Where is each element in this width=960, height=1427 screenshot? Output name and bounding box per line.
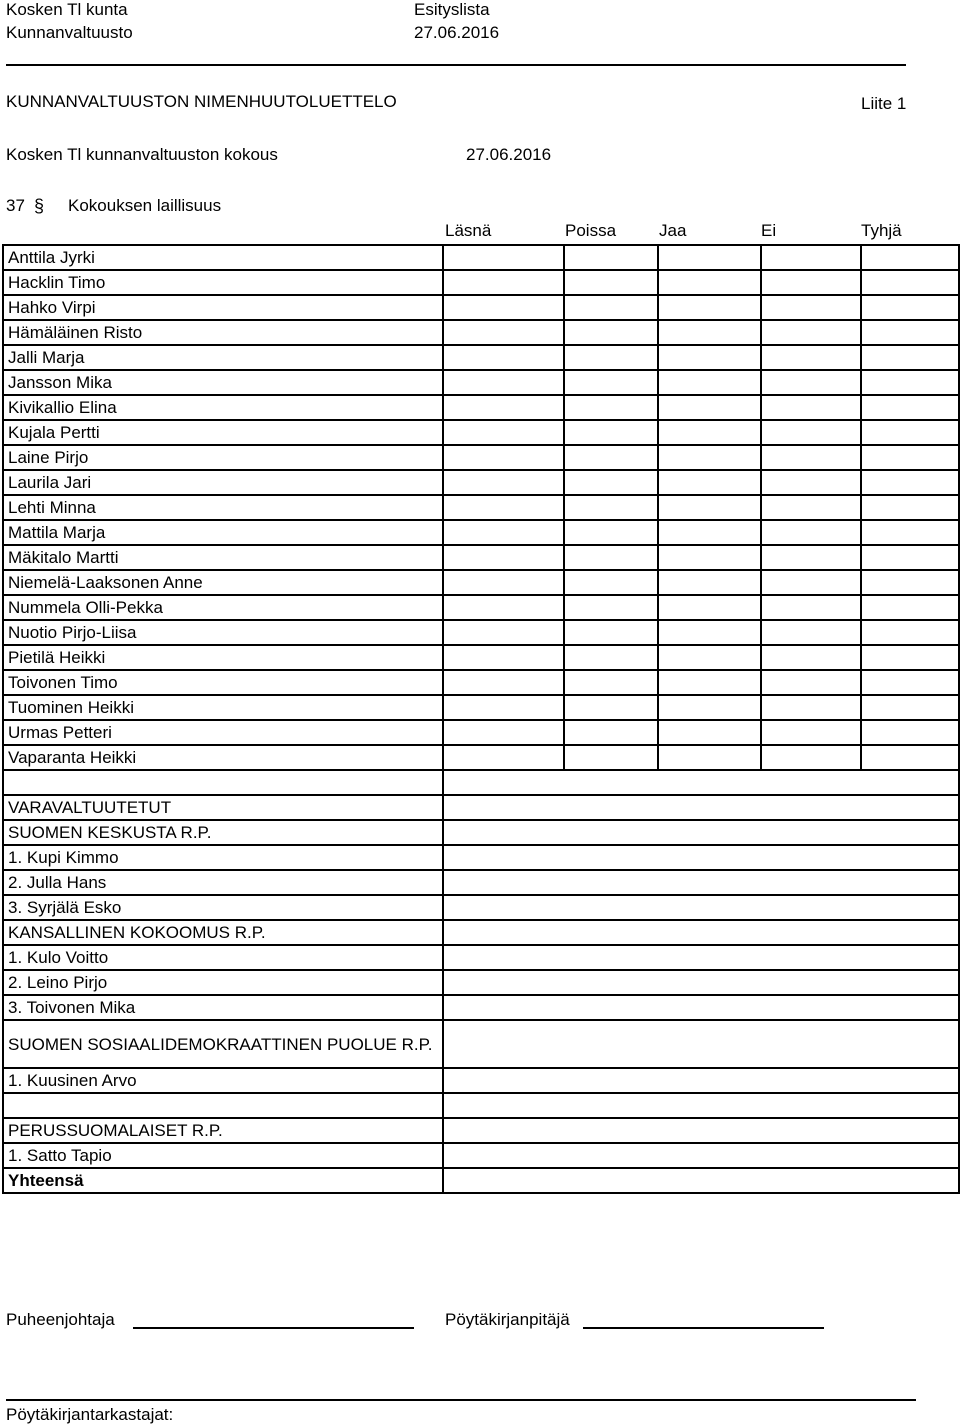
member-name: Lehti Minna <box>3 495 443 520</box>
absent-cell[interactable] <box>564 745 658 770</box>
present-cell[interactable] <box>443 745 564 770</box>
blank-cell[interactable] <box>861 295 959 320</box>
member-row <box>3 545 959 570</box>
empty-cell <box>443 1118 959 1143</box>
absent-cell[interactable] <box>564 420 658 445</box>
inspectors-label: Pöytäkirjantarkastajat: <box>6 1405 174 1424</box>
secretary-label: Pöytäkirjanpitäjä <box>445 1310 570 1329</box>
blank-cell[interactable] <box>861 495 959 520</box>
absent-cell[interactable] <box>564 620 658 645</box>
present-cell[interactable] <box>443 645 564 670</box>
absent-cell[interactable] <box>564 570 658 595</box>
yes-cell[interactable] <box>658 720 761 745</box>
blank-cell[interactable] <box>861 520 959 545</box>
deputy-row <box>3 1143 959 1168</box>
absent-cell[interactable] <box>564 445 658 470</box>
present-cell[interactable] <box>443 695 564 720</box>
member-row <box>3 395 959 420</box>
present-cell[interactable] <box>443 320 564 345</box>
party-row <box>3 1118 959 1143</box>
member-row <box>3 270 959 295</box>
yes-cell[interactable] <box>658 545 761 570</box>
no-cell[interactable] <box>761 595 861 620</box>
yes-cell[interactable] <box>658 270 761 295</box>
present-cell[interactable] <box>443 470 564 495</box>
present-cell[interactable] <box>443 670 564 695</box>
member-name: Kivikallio Elina <box>3 395 443 420</box>
party-row <box>3 1020 959 1068</box>
deputy-name: 3. Toivonen Mika <box>3 995 443 1020</box>
total-row <box>3 1168 959 1193</box>
deputy-row <box>3 845 959 870</box>
member-row <box>3 370 959 395</box>
member-name: Laurila Jari <box>3 470 443 495</box>
member-name: Laine Pirjo <box>3 445 443 470</box>
deputy-name: 2. Leino Pirjo <box>3 970 443 995</box>
member-row <box>3 245 959 270</box>
deputy-row <box>3 970 959 995</box>
spacer-row <box>3 770 959 795</box>
absent-cell[interactable] <box>564 495 658 520</box>
no-cell[interactable] <box>761 720 861 745</box>
member-row <box>3 345 959 370</box>
yes-cell[interactable] <box>658 570 761 595</box>
member-name: Hacklin Timo <box>3 270 443 295</box>
no-cell[interactable] <box>761 745 861 770</box>
party-row <box>3 820 959 845</box>
present-cell[interactable] <box>443 620 564 645</box>
blank-cell[interactable] <box>861 745 959 770</box>
col-no: Ei <box>761 221 777 240</box>
member-name: Nuotio Pirjo-Liisa <box>3 620 443 645</box>
member-row <box>3 695 959 720</box>
empty-cell <box>443 920 959 945</box>
absent-cell[interactable] <box>564 270 658 295</box>
no-cell[interactable] <box>761 270 861 295</box>
meeting-label: Kosken Tl kunnanvaltuuston kokous <box>6 145 278 164</box>
total-label: Yhteensä <box>3 1168 443 1193</box>
member-name: Tuominen Heikki <box>3 695 443 720</box>
empty-cell <box>443 1093 959 1118</box>
no-cell[interactable] <box>761 245 861 270</box>
no-cell[interactable] <box>761 395 861 420</box>
yes-cell[interactable] <box>658 495 761 520</box>
yes-cell[interactable] <box>658 520 761 545</box>
blank-cell[interactable] <box>861 345 959 370</box>
blank-cell[interactable] <box>861 470 959 495</box>
yes-cell[interactable] <box>658 295 761 320</box>
header-date: 27.06.2016 <box>414 23 500 42</box>
present-cell[interactable] <box>443 445 564 470</box>
member-row <box>3 495 959 520</box>
present-cell[interactable] <box>443 495 564 520</box>
absent-cell[interactable] <box>564 370 658 395</box>
empty-cell <box>443 970 959 995</box>
secretary-signature-line[interactable] <box>583 1327 824 1329</box>
yes-cell[interactable] <box>658 670 761 695</box>
party-name: SUOMEN KESKUSTA R.P. <box>3 820 443 845</box>
absent-cell[interactable] <box>564 520 658 545</box>
empty-cell <box>443 795 959 820</box>
blank-cell[interactable] <box>861 370 959 395</box>
chair-label: Puheenjohtaja <box>6 1310 115 1329</box>
spacer-cell <box>3 1093 443 1118</box>
member-name: Jansson Mika <box>3 370 443 395</box>
member-name: Hahko Virpi <box>3 295 443 320</box>
body-name: Kunnanvaltuusto <box>6 23 133 42</box>
empty-cell <box>443 1143 959 1168</box>
empty-cell <box>443 945 959 970</box>
deputy-row <box>3 995 959 1020</box>
section-symbol: § <box>34 196 45 216</box>
empty-cell <box>443 895 959 920</box>
col-absent: Poissa <box>565 221 617 240</box>
blank-cell[interactable] <box>861 720 959 745</box>
deputy-name: 2. Julla Hans <box>3 870 443 895</box>
member-row <box>3 595 959 620</box>
member-row <box>3 670 959 695</box>
yes-cell[interactable] <box>658 745 761 770</box>
blank-cell[interactable] <box>861 670 959 695</box>
blank-cell[interactable] <box>861 695 959 720</box>
absent-cell[interactable] <box>564 320 658 345</box>
absent-cell[interactable] <box>564 295 658 320</box>
item-label: Kokouksen laillisuus <box>68 196 222 215</box>
attachment-label: Liite 1 <box>861 94 907 113</box>
yes-cell[interactable] <box>658 645 761 670</box>
no-cell[interactable] <box>761 670 861 695</box>
member-row <box>3 720 959 745</box>
col-yes: Jaa <box>659 221 687 240</box>
member-name: Urmas Petteri <box>3 720 443 745</box>
absent-cell[interactable] <box>564 245 658 270</box>
deputy-name: 3. Syrjälä Esko <box>3 895 443 920</box>
deputy-row <box>3 895 959 920</box>
no-cell[interactable] <box>761 420 861 445</box>
no-cell[interactable] <box>761 520 861 545</box>
member-row <box>3 645 959 670</box>
no-cell[interactable] <box>761 620 861 645</box>
member-row <box>3 745 959 770</box>
absent-cell[interactable] <box>564 470 658 495</box>
item-number: 37 <box>6 196 25 215</box>
yes-cell[interactable] <box>658 345 761 370</box>
party-name: SUOMEN SOSIAALIDEMOKRAATTINEN PUOLUE R.P. <box>3 1020 443 1068</box>
member-row <box>3 445 959 470</box>
yes-cell[interactable] <box>658 245 761 270</box>
yes-cell[interactable] <box>658 445 761 470</box>
blank-cell[interactable] <box>861 245 959 270</box>
no-cell[interactable] <box>761 345 861 370</box>
present-cell[interactable] <box>443 370 564 395</box>
member-row <box>3 420 959 445</box>
header-rule <box>6 64 906 66</box>
absent-cell[interactable] <box>564 345 658 370</box>
present-cell[interactable] <box>443 270 564 295</box>
no-cell[interactable] <box>761 545 861 570</box>
present-cell[interactable] <box>443 345 564 370</box>
blank-cell[interactable] <box>861 270 959 295</box>
deputy-row <box>3 870 959 895</box>
no-cell[interactable] <box>761 470 861 495</box>
present-cell[interactable] <box>443 570 564 595</box>
chair-signature-line[interactable] <box>133 1327 414 1329</box>
absent-cell[interactable] <box>564 395 658 420</box>
empty-cell <box>443 995 959 1020</box>
meeting-date: 27.06.2016 <box>466 145 552 164</box>
yes-cell[interactable] <box>658 420 761 445</box>
present-cell[interactable] <box>443 295 564 320</box>
empty-cell <box>443 1068 959 1093</box>
no-cell[interactable] <box>761 445 861 470</box>
yes-cell[interactable] <box>658 320 761 345</box>
member-row <box>3 320 959 345</box>
present-cell[interactable] <box>443 595 564 620</box>
blank-cell[interactable] <box>861 570 959 595</box>
member-name: Hämäläinen Risto <box>3 320 443 345</box>
deputy-name: 1. Satto Tapio <box>3 1143 443 1168</box>
col-blank: Tyhjä <box>861 221 902 240</box>
deputy-row <box>3 945 959 970</box>
no-cell[interactable] <box>761 695 861 720</box>
member-row <box>3 620 959 645</box>
page-title: KUNNANVALTUUSTON NIMENHUUTOLUETTELO <box>6 92 397 111</box>
deputy-name: 1. Kupi Kimmo <box>3 845 443 870</box>
no-cell[interactable] <box>761 645 861 670</box>
yes-cell[interactable] <box>658 470 761 495</box>
member-row <box>3 520 959 545</box>
empty-cell <box>443 870 959 895</box>
deputies-heading: VARAVALTUUTETUT <box>3 795 443 820</box>
party-row <box>3 920 959 945</box>
doc-type: Esityslista <box>414 0 490 19</box>
blank-cell[interactable] <box>861 320 959 345</box>
present-cell[interactable] <box>443 720 564 745</box>
deputy-name: 1. Kulo Voitto <box>3 945 443 970</box>
member-name: Nummela Olli-Pekka <box>3 595 443 620</box>
no-cell[interactable] <box>761 295 861 320</box>
member-name: Toivonen Timo <box>3 670 443 695</box>
absent-cell[interactable] <box>564 695 658 720</box>
deputy-name: 1. Kuusinen Arvo <box>3 1068 443 1093</box>
member-row <box>3 570 959 595</box>
no-cell[interactable] <box>761 570 861 595</box>
empty-cell <box>443 845 959 870</box>
deputies-heading-row <box>3 795 959 820</box>
empty-cell <box>443 1020 959 1068</box>
yes-cell[interactable] <box>658 395 761 420</box>
present-cell[interactable] <box>443 395 564 420</box>
yes-cell[interactable] <box>658 370 761 395</box>
member-name: Anttila Jyrki <box>3 245 443 270</box>
absent-cell[interactable] <box>564 545 658 570</box>
yes-cell[interactable] <box>658 620 761 645</box>
member-name: Kujala Pertti <box>3 420 443 445</box>
member-name: Vaparanta Heikki <box>3 745 443 770</box>
blank-cell[interactable] <box>861 420 959 445</box>
org-name: Kosken Tl kunta <box>6 0 128 19</box>
blank-cell[interactable] <box>861 645 959 670</box>
present-cell[interactable] <box>443 545 564 570</box>
member-name: Jalli Marja <box>3 345 443 370</box>
blank-cell[interactable] <box>861 395 959 420</box>
member-name: Niemelä-Laaksonen Anne <box>3 570 443 595</box>
yes-cell[interactable] <box>658 695 761 720</box>
spacer-row <box>3 1093 959 1118</box>
party-name: PERUSSUOMALAISET R.P. <box>3 1118 443 1143</box>
member-name: Mattila Marja <box>3 520 443 545</box>
yes-cell[interactable] <box>658 595 761 620</box>
member-name: Pietilä Heikki <box>3 645 443 670</box>
empty-cell <box>443 820 959 845</box>
empty-cell <box>443 1168 959 1193</box>
col-present: Läsnä <box>445 221 492 240</box>
party-name: KANSALLINEN KOKOOMUS R.P. <box>3 920 443 945</box>
no-cell[interactable] <box>761 370 861 395</box>
blank-cell[interactable] <box>861 595 959 620</box>
deputy-row <box>3 1068 959 1093</box>
present-cell[interactable] <box>443 520 564 545</box>
inspectors-signature-line[interactable] <box>6 1399 916 1401</box>
blank-cell[interactable] <box>861 545 959 570</box>
roll-call-table <box>2 244 960 1194</box>
absent-cell[interactable] <box>564 595 658 620</box>
member-name: Mäkitalo Martti <box>3 545 443 570</box>
blank-cell[interactable] <box>861 445 959 470</box>
absent-cell[interactable] <box>564 720 658 745</box>
absent-cell[interactable] <box>564 670 658 695</box>
no-cell[interactable] <box>761 495 861 520</box>
member-row <box>3 470 959 495</box>
empty-cell <box>443 770 959 795</box>
absent-cell[interactable] <box>564 645 658 670</box>
spacer-cell <box>3 770 443 795</box>
no-cell[interactable] <box>761 320 861 345</box>
present-cell[interactable] <box>443 245 564 270</box>
member-row <box>3 295 959 320</box>
blank-cell[interactable] <box>861 620 959 645</box>
present-cell[interactable] <box>443 420 564 445</box>
